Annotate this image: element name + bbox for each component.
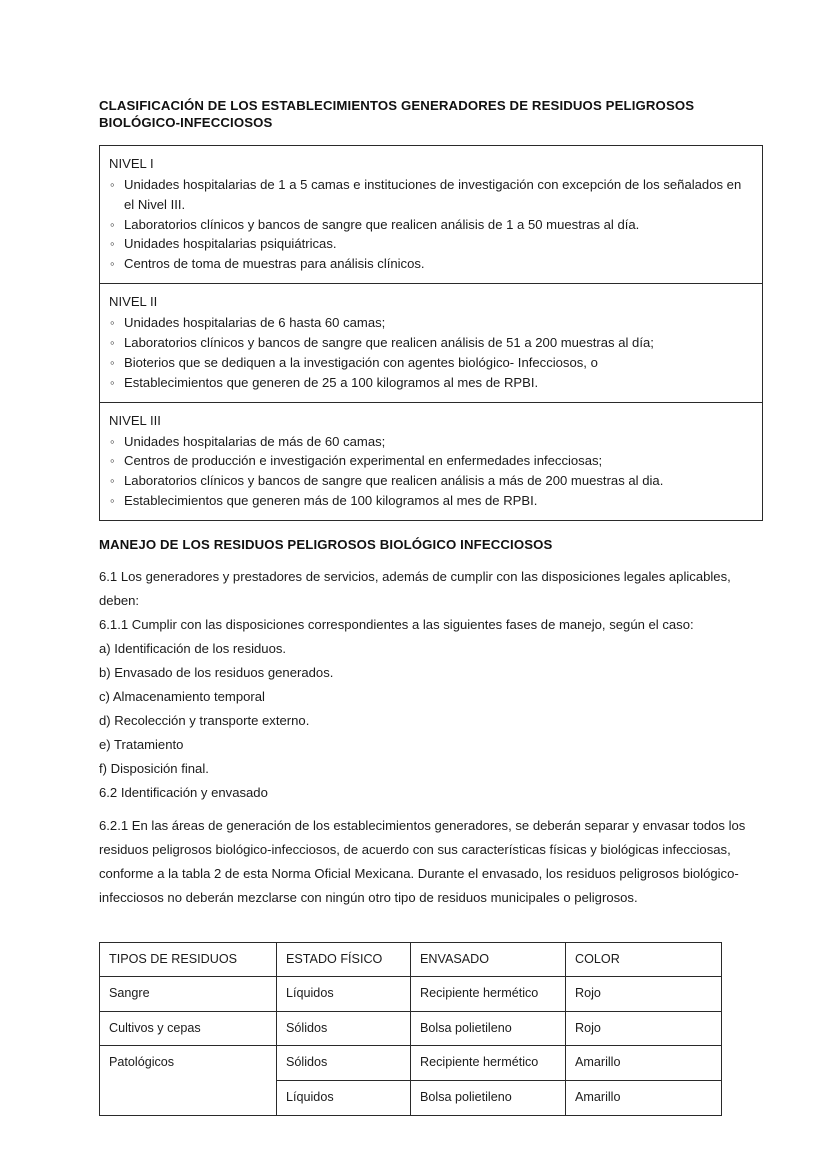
paragraph-item-e: e) Tratamiento <box>99 736 184 752</box>
cell-color: Rojo <box>566 977 722 1012</box>
paragraph-6-1: 6.1 Los generadores y prestadores de servicios, además de cumplir con las disposiciones legales aplicables, deben: <box>99 569 731 609</box>
cell-envasado: Bolsa polietileno <box>411 1011 566 1046</box>
list-item: ◦ Laboratorios clínicos y bancos de sangre que realicen análisis de 1 a 50 muestras al día. <box>109 215 753 235</box>
level-item-list <box>109 175 753 274</box>
list-item: ◦ Bioterios que se dediquen a la investigación con agentes biológico- Infecciosos, o <box>109 353 753 373</box>
column-header-estado: ESTADO FÍSICO <box>277 942 411 977</box>
column-header-envasado: ENVASADO <box>411 942 566 977</box>
paragraph-item-d: d) Recolección y transporte externo. <box>99 712 310 728</box>
list-item: ◦ Laboratorios clínicos y bancos de sangre que realicen análisis de 51 a 200 muestras al día; <box>109 333 753 353</box>
paragraph-spacer <box>99 805 764 814</box>
list-item: ◦ Unidades hospitalarias de 6 hasta 60 camas; <box>109 313 753 333</box>
cell-tipo: Sangre <box>100 977 277 1012</box>
paragraph-item-c: c) Almacenamiento temporal <box>99 689 265 705</box>
column-header-color: COLOR <box>566 942 722 977</box>
section-heading-manejo: MANEJO DE LOS RESIDUOS PELIGROSOS BIOLÓGICO INFECCIOSOS <box>99 537 553 553</box>
body-paragraphs <box>99 565 764 909</box>
paragraph-6-1-1: 6.1.1 Cumplir con las disposiciones correspondientes a las siguientes fases de manejo, según el caso: <box>99 617 694 633</box>
cell-estado: Sólidos <box>277 1011 411 1046</box>
list-item: ◦ Unidades hospitalarias de 1 a 5 camas e instituciones de investigación con excepción de los señalados en el Nivel III. <box>109 175 753 215</box>
paragraph-6-2-1: 6.2.1 En las áreas de generación de los establecimientos generadores, se deberán separar y envasar todos los residuos peligrosos biológico-infecciosos, de acuerdo con sus características físicas y biológicas infecciosas, conforme a la tabla 2 de esta Norma Oficial Mexicana. Durante el envasado, los residuos peligrosos biológico-infecciosos no deberán mezclarse con ningún otro tipo de residuos municipales o peligrosos. <box>99 817 746 905</box>
cell-estado: Líquidos <box>277 977 411 1012</box>
level-item-list <box>109 313 753 393</box>
cell-envasado: Bolsa polietileno <box>411 1081 566 1116</box>
list-item: ◦ Establecimientos que generen más de 100 kilogramos al mes de RPBI. <box>109 491 753 511</box>
level-cell-nivel-i <box>100 145 763 283</box>
table-row <box>100 402 763 520</box>
level-cell-nivel-iii <box>100 402 763 520</box>
level-item-list <box>109 432 753 512</box>
cell-estado: Sólidos <box>277 1046 411 1081</box>
level-title: NIVEL III <box>109 412 161 428</box>
page-title: CLASIFICACIÓN DE LOS ESTABLECIMIENTOS GENERADORES DE RESIDUOS PELIGROSOS BIOLÓGICO-INFECCIOSOS <box>99 98 695 131</box>
paragraph-6-2: 6.2 Identificación y envasado <box>99 784 268 800</box>
cell-envasado: Recipiente hermético <box>411 1046 566 1081</box>
column-header-tipos: TIPOS DE RESIDUOS <box>100 942 277 977</box>
paragraph-item-f: f) Disposición final. <box>99 760 209 776</box>
list-item: ◦ Unidades hospitalarias de más de 60 camas; <box>109 432 753 452</box>
cell-tipo-patologicos: Patológicos <box>100 1046 277 1115</box>
level-title: NIVEL I <box>109 155 154 171</box>
list-item: ◦ Laboratorios clínicos y bancos de sangre que realicen análisis a más de 200 muestras al dia. <box>109 471 753 491</box>
levels-classification-table <box>99 145 763 521</box>
list-item: ◦ Establecimientos que generen de 25 a 100 kilogramos al mes de RPBI. <box>109 373 753 393</box>
cell-tipo: Cultivos y cepas <box>100 1011 277 1046</box>
cell-envasado: Recipiente hermético <box>411 977 566 1012</box>
level-title: NIVEL II <box>109 294 158 310</box>
list-item: ◦ Centros de toma de muestras para análisis clínicos. <box>109 254 753 274</box>
level-cell-nivel-ii <box>100 284 763 402</box>
table-row <box>100 284 763 402</box>
table-row <box>100 1046 722 1081</box>
table-row <box>100 1011 722 1046</box>
paragraph-item-a: a) Identificación de los residuos. <box>99 641 287 657</box>
cell-estado: Líquidos <box>277 1081 411 1116</box>
residues-classification-table <box>99 942 722 1116</box>
paragraph-item-b: b) Envasado de los residuos generados. <box>99 665 334 681</box>
document-content <box>99 97 764 1116</box>
list-item: ◦ Unidades hospitalarias psiquiátricas. <box>109 234 753 254</box>
cell-color: Rojo <box>566 1011 722 1046</box>
table-header-row <box>100 942 722 977</box>
list-item: ◦ Centros de producción e investigación experimental en enfermedades infecciosas; <box>109 451 753 471</box>
cell-color: Amarillo <box>566 1046 722 1081</box>
table-row <box>100 145 763 283</box>
table-row <box>100 977 722 1012</box>
cell-color: Amarillo <box>566 1081 722 1116</box>
